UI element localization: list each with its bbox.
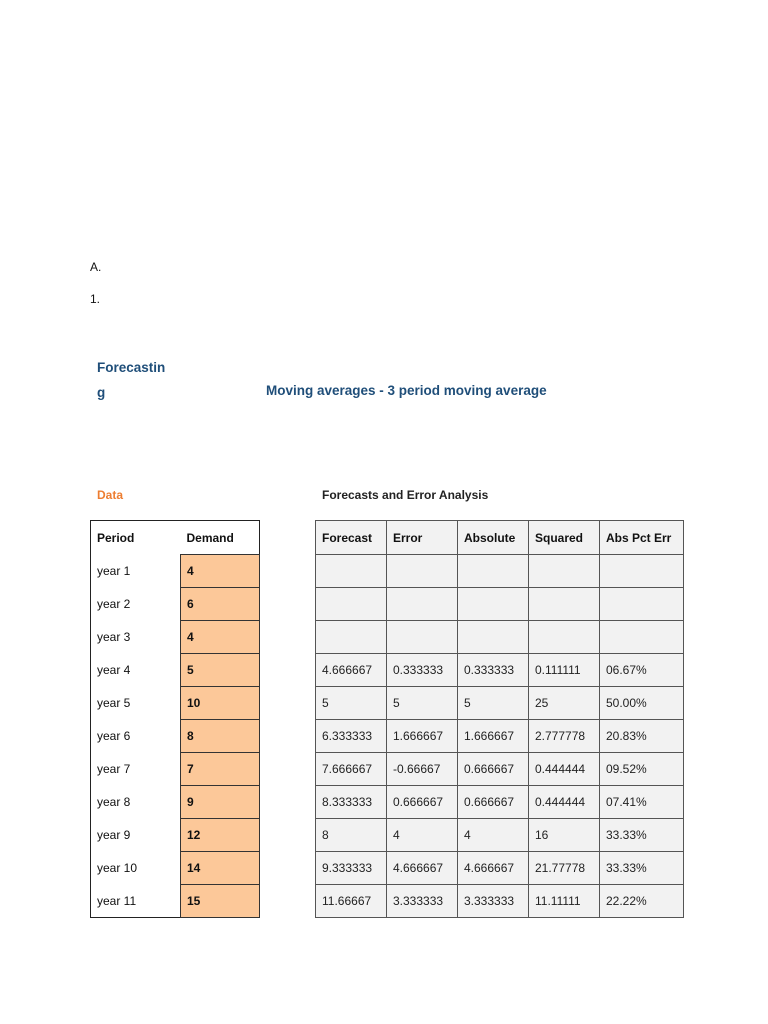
period-cell: year 6 (97, 729, 131, 743)
forecast-section-label: Forecasts and Error Analysis (322, 488, 489, 502)
forecast-table-header-row (316, 521, 684, 555)
abs-pct-err-cell: 33.33% (600, 819, 684, 852)
table-row (91, 720, 260, 753)
period-cell: year 8 (97, 795, 131, 809)
period-cell: year 1 (97, 564, 131, 578)
absolute-cell (458, 621, 529, 654)
table-row (91, 621, 260, 654)
error-cell: 4.666667 (387, 852, 458, 885)
title-left-line2: g (97, 385, 106, 400)
header-forecast: Forecast (316, 521, 387, 555)
table-row (91, 654, 260, 687)
squared-cell: 0.111111 (529, 654, 600, 687)
table-row (91, 852, 260, 885)
absolute-cell (458, 555, 529, 588)
header-abs-pct-err: Abs Pct Err (600, 521, 684, 555)
table-row (91, 819, 260, 852)
absolute-cell: 5 (458, 687, 529, 720)
forecast-cell: 4.666667 (316, 654, 387, 687)
period-cell: year 11 (97, 893, 137, 908)
forecast-cell: 9.333333 (316, 852, 387, 885)
section-marker-a: A. (90, 260, 102, 274)
error-cell: -0.66667 (387, 753, 458, 786)
abs-pct-err-cell: 33.33% (600, 852, 684, 885)
abs-pct-err-cell: 20.83% (600, 720, 684, 753)
abs-pct-err-cell: 22.22% (600, 885, 684, 918)
forecast-cell: 6.333333 (316, 720, 387, 753)
period-cell: year 2 (97, 597, 131, 611)
forecast-table (315, 520, 684, 918)
forecast-cell: 8.333333 (316, 786, 387, 819)
header-demand: Demand (186, 530, 234, 545)
squared-cell: 16 (529, 819, 600, 852)
header-absolute: Absolute (458, 521, 529, 555)
table-row (316, 885, 684, 918)
error-cell (387, 621, 458, 654)
forecast-cell: 7.666667 (316, 753, 387, 786)
demand-input-cell[interactable]: 9 (181, 786, 260, 819)
absolute-cell: 0.333333 (458, 654, 529, 687)
table-row (316, 819, 684, 852)
table-row (316, 654, 684, 687)
absolute-cell: 1.666667 (458, 720, 529, 753)
table-row (316, 687, 684, 720)
period-cell: year 9 (97, 828, 131, 842)
error-cell: 5 (387, 687, 458, 720)
demand-input-cell[interactable]: 5 (181, 654, 260, 687)
abs-pct-err-cell (600, 588, 684, 621)
demand-input-cell[interactable]: 15 (181, 885, 260, 918)
table-row (91, 753, 260, 786)
abs-pct-err-cell: 09.52% (600, 753, 684, 786)
header-error: Error (387, 521, 458, 555)
table-row (316, 786, 684, 819)
table-row (316, 753, 684, 786)
abs-pct-err-cell (600, 621, 684, 654)
page-title: Moving averages - 3 period moving average (266, 383, 547, 398)
error-cell (387, 555, 458, 588)
header-period: Period (97, 530, 135, 545)
table-row (316, 852, 684, 885)
absolute-cell: 4 (458, 819, 529, 852)
squared-cell: 0.444444 (529, 786, 600, 819)
error-cell: 0.666667 (387, 786, 458, 819)
squared-cell: 11.11111 (529, 885, 600, 918)
absolute-cell: 3.333333 (458, 885, 529, 918)
demand-input-cell[interactable]: 12 (181, 819, 260, 852)
forecast-cell: 5 (316, 687, 387, 720)
abs-pct-err-cell: 07.41% (600, 786, 684, 819)
forecast-cell: 11.66667 (316, 885, 387, 918)
table-row (91, 588, 260, 621)
period-cell: year 3 (97, 630, 131, 644)
header-squared: Squared (529, 521, 600, 555)
period-cell: year 7 (97, 762, 131, 776)
error-cell: 3.333333 (387, 885, 458, 918)
absolute-cell: 0.666667 (458, 753, 529, 786)
demand-input-cell[interactable]: 6 (181, 588, 260, 621)
table-row (316, 555, 684, 588)
table-row (91, 786, 260, 819)
demand-input-cell[interactable]: 8 (181, 720, 260, 753)
demand-input-cell[interactable]: 4 (181, 621, 260, 654)
squared-cell: 2.777778 (529, 720, 600, 753)
demand-input-cell[interactable]: 4 (181, 555, 260, 588)
table-row (316, 720, 684, 753)
error-cell (387, 588, 458, 621)
period-cell: year 4 (97, 663, 131, 677)
abs-pct-err-cell (600, 555, 684, 588)
table-row (316, 621, 684, 654)
table-row (91, 687, 260, 720)
forecast-cell: 8 (316, 819, 387, 852)
squared-cell (529, 588, 600, 621)
table-row (316, 588, 684, 621)
squared-cell: 25 (529, 687, 600, 720)
section-marker-1: 1. (90, 292, 101, 306)
forecast-cell (316, 555, 387, 588)
abs-pct-err-cell: 06.67% (600, 654, 684, 687)
data-section-label: Data (97, 488, 124, 502)
squared-cell (529, 555, 600, 588)
table-row (91, 555, 260, 588)
demand-input-cell[interactable]: 10 (181, 687, 260, 720)
squared-cell: 21.77778 (529, 852, 600, 885)
title-left-line1: Forecastin (97, 360, 166, 375)
demand-input-cell[interactable]: 14 (181, 852, 260, 885)
period-cell: year 5 (97, 696, 131, 710)
absolute-cell: 0.666667 (458, 786, 529, 819)
forecast-cell (316, 621, 387, 654)
forecast-cell (316, 588, 387, 621)
data-table-header-row (91, 521, 260, 555)
period-cell: year 10 (97, 861, 138, 875)
absolute-cell: 4.666667 (458, 852, 529, 885)
abs-pct-err-cell: 50.00% (600, 687, 684, 720)
error-cell: 4 (387, 819, 458, 852)
error-cell: 0.333333 (387, 654, 458, 687)
table-row (91, 885, 260, 918)
squared-cell (529, 621, 600, 654)
absolute-cell (458, 588, 529, 621)
demand-input-cell[interactable]: 7 (181, 753, 260, 786)
data-table (90, 520, 260, 918)
squared-cell: 0.444444 (529, 753, 600, 786)
error-cell: 1.666667 (387, 720, 458, 753)
